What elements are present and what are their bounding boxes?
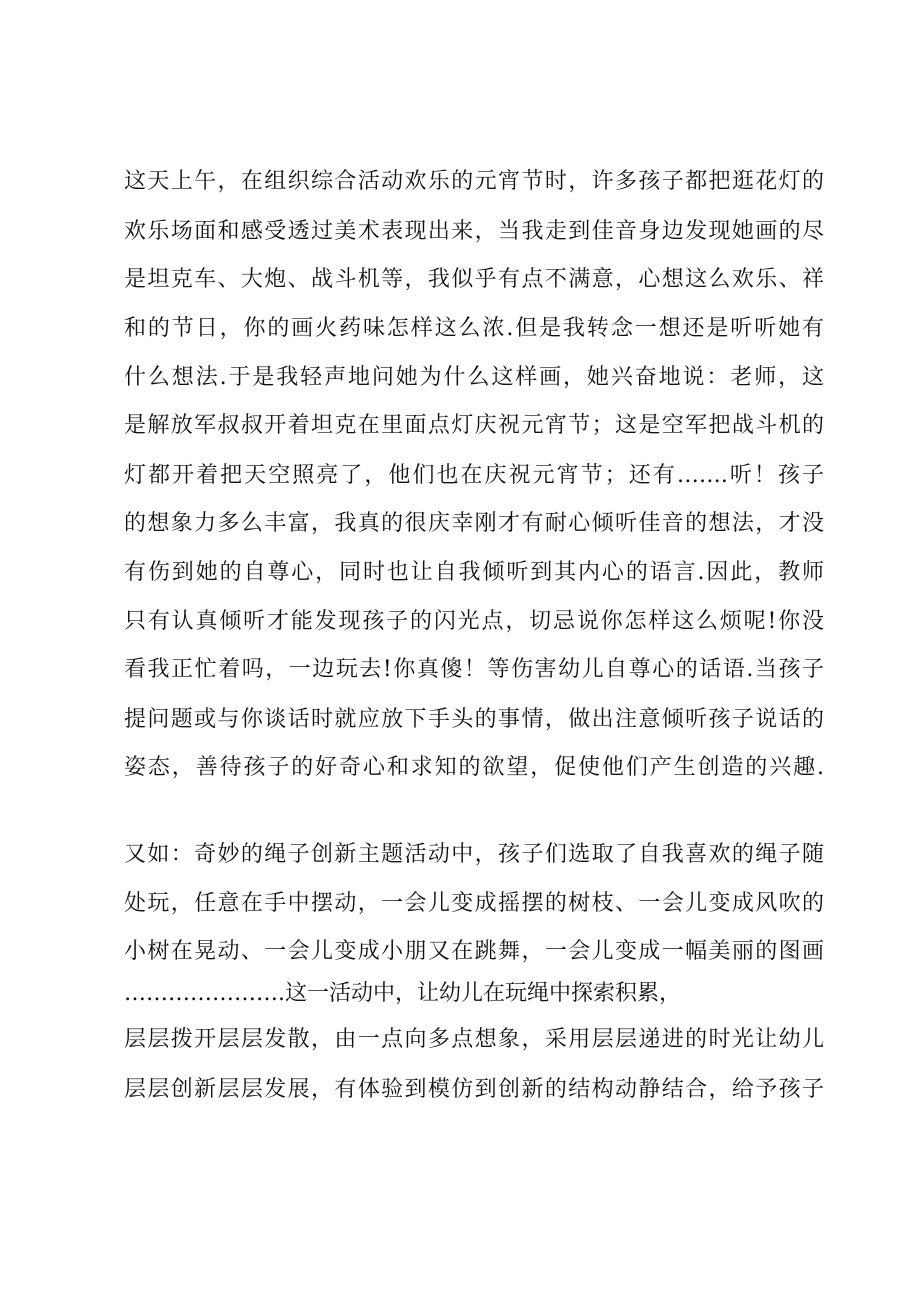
paragraph-1-line-8: 的想象力多么丰富，我真的很庆幸刚才有耐心倾听佳音的想法，才没	[124, 511, 824, 536]
paragraph-1-line-4: 和的节日，你的画火药味怎样这么浓.但是我转念一想还是听听她有	[124, 316, 824, 341]
paragraph-1-line-3: 是坦克车、大炮、战斗机等，我似乎有点不满意，心想这么欢乐、祥	[124, 267, 824, 292]
paragraph-1-line-2: 欢乐场面和感受透过美术表现出来，当我走到佳音身边发现她画的尽	[124, 219, 824, 244]
paragraph-2-line-4: ………………….这一活动中，让幼儿在玩绳中探索积累，	[124, 981, 681, 1006]
paragraph-1-line-12: 提问题或与你谈话时就应放下手头的事情，做出注意倾听孩子说话的	[124, 707, 824, 732]
paragraph-1-line-11: 看我正忙着吗，一边玩去!你真傻！等伤害幼儿自尊心的话语.当孩子	[124, 657, 824, 682]
paragraph-1-line-10: 只有认真倾听才能发现孩子的闪光点，切忌说你怎样这么烦呢!你没	[124, 609, 824, 634]
paragraph-1-line-1: 这天上午，在组织综合活动欢乐的元宵节时，许多孩子都把逛花灯的	[124, 169, 824, 194]
paragraph-2-line-1: 又如：奇妙的绳子创新主题活动中，孩子们选取了自我喜欢的绳子随	[124, 842, 824, 867]
paragraph-1-line-9: 有伤到她的自尊心，同时也让自我倾听到其内心的语言.因此，教师	[124, 560, 824, 585]
paragraph-1-line-13: 姿态，善待孩子的好奇心和求知的欲望，促使他们产生创造的兴趣.	[124, 755, 824, 780]
paragraph-1-line-7: 灯都开着把天空照亮了，他们也在庆祝元宵节；还有…….听！孩子	[124, 463, 824, 488]
paragraph-2-line-6: 层层创新层层发展，有体验到模仿到创新的结构动静结合，给予孩子	[124, 1077, 824, 1102]
paragraph-2-line-3: 小树在晃动、一会儿变成小朋又在跳舞，一会儿变成一幅美丽的图画	[124, 939, 824, 964]
paragraph-1-line-5: 什么想法.于是我轻声地问她为什么这样画，她兴奋地说：老师，这	[124, 365, 824, 390]
paragraph-1-line-6: 是解放军叔叔开着坦克在里面点灯庆祝元宵节；这是空军把战斗机的	[124, 413, 824, 438]
paragraph-2-line-5: 层层拨开层层发散，由一点向多点想象，采用层层递进的时光让幼儿	[124, 1027, 824, 1052]
paragraph-2-line-2: 处玩，任意在手中摆动，一会儿变成摇摆的树枝、一会儿变成风吹的	[124, 891, 824, 916]
